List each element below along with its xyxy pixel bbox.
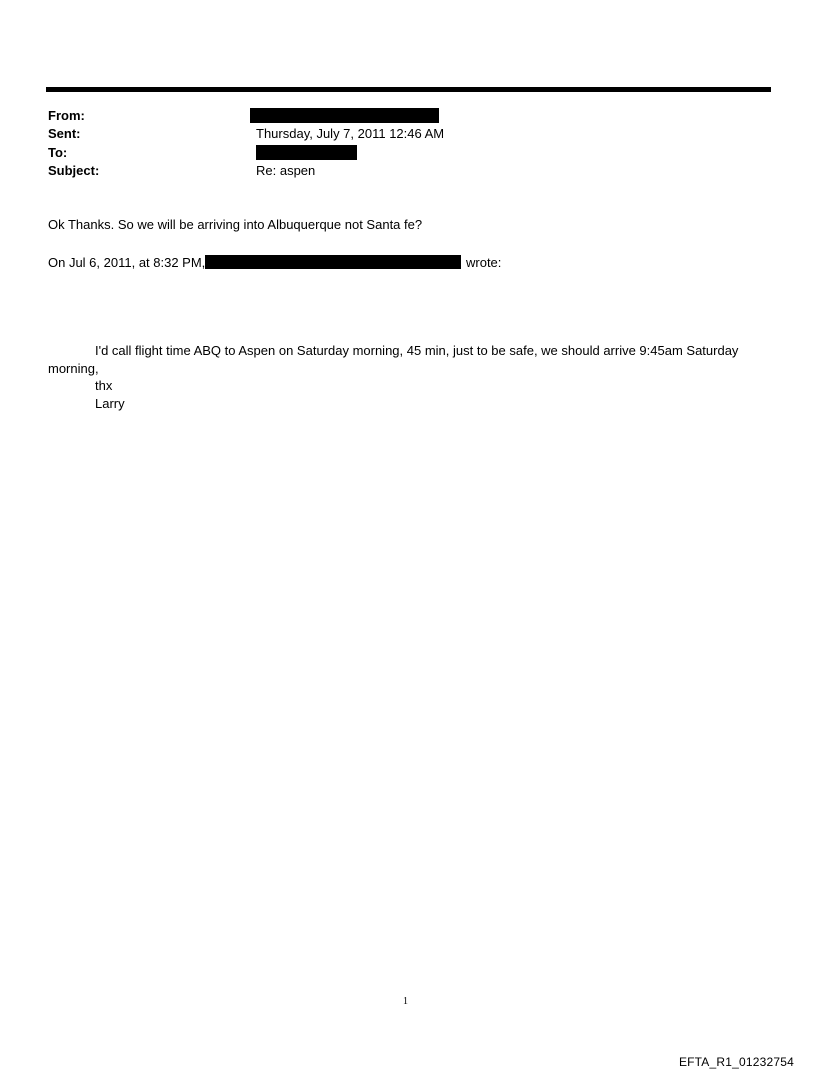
subject-value: Re: aspen [256, 163, 316, 178]
from-label: From: [48, 108, 85, 123]
quoted-sign-off: thx [95, 378, 113, 393]
quote-intro-suffix: wrote: [466, 255, 502, 270]
quoted-message [48, 342, 773, 412]
reply-text: Ok Thanks. So we will be arriving into Albuquerque not Santa fe? [48, 217, 423, 232]
subject-label: Subject: [48, 163, 100, 178]
sender-redaction [205, 255, 461, 269]
to-redaction [256, 145, 357, 160]
sent-value: Thursday, July 7, 2011 12:46 AM [256, 126, 445, 141]
from-redaction [250, 108, 439, 123]
page-number: 1 [403, 996, 408, 1007]
sent-label: Sent: [48, 126, 81, 141]
header-rule [46, 87, 771, 92]
quote-intro-prefix: On Jul 6, 2011, at 8:32 PM, [48, 255, 206, 270]
quoted-body: I'd call flight time ABQ to Aspen on Saturday morning, 45 min, just to be safe, we should arrive 9:45am Saturday morning, [48, 343, 739, 376]
bates-number: EFTA_R1_01232754 [678, 1055, 794, 1069]
quoted-signature: Larry [95, 395, 125, 411]
to-label: To: [48, 145, 68, 160]
